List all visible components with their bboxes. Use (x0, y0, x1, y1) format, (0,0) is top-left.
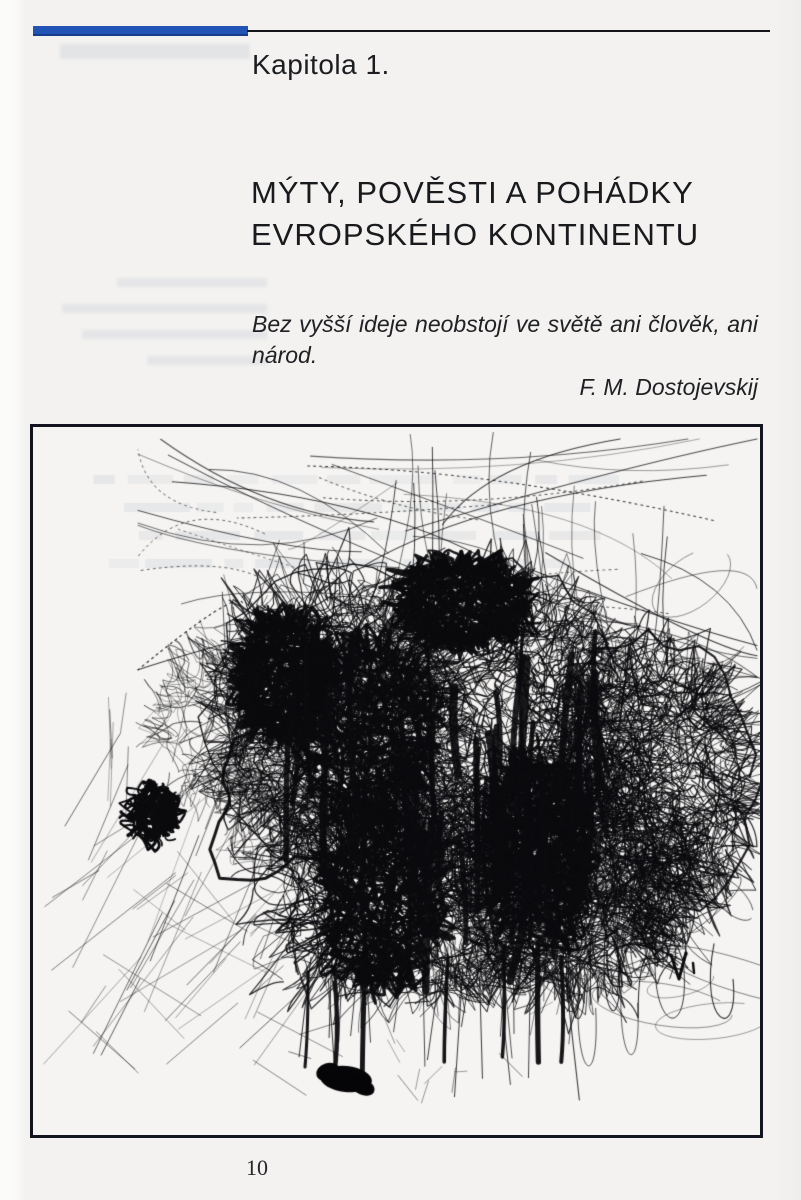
bleedthrough-line (62, 304, 267, 313)
page-number: 10 (246, 1155, 268, 1180)
page-title (251, 172, 699, 256)
scribble-illustration-canvas (33, 427, 760, 1135)
page-title-line1: MÝTY, POVĚSTI A POHÁDKY (251, 175, 694, 210)
bleedthrough-line (147, 356, 267, 365)
epigraph-quote (252, 309, 758, 371)
bleedthrough-ghost-paragraph (52, 278, 267, 382)
chapter-rule-line (247, 30, 770, 32)
bleedthrough-line (117, 278, 267, 287)
epigraph-line1: Bez vyšší ideje neobstojí ve světě ani člověk, ani (252, 311, 758, 337)
chapter-label: Kapitola 1. (252, 49, 390, 80)
epigraph-line2: národ. (252, 342, 318, 368)
illustration-frame (30, 424, 763, 1138)
chapter-accent-bar (33, 26, 248, 36)
epigraph-attribution: F. M. Dostojevskij (579, 374, 758, 400)
page-title-line2: EVROPSKÉHO KONTINENTU (251, 217, 700, 252)
bleedthrough-ghost-heading (60, 44, 250, 76)
bleedthrough-line (82, 330, 267, 339)
bleedthrough-line (60, 44, 250, 59)
